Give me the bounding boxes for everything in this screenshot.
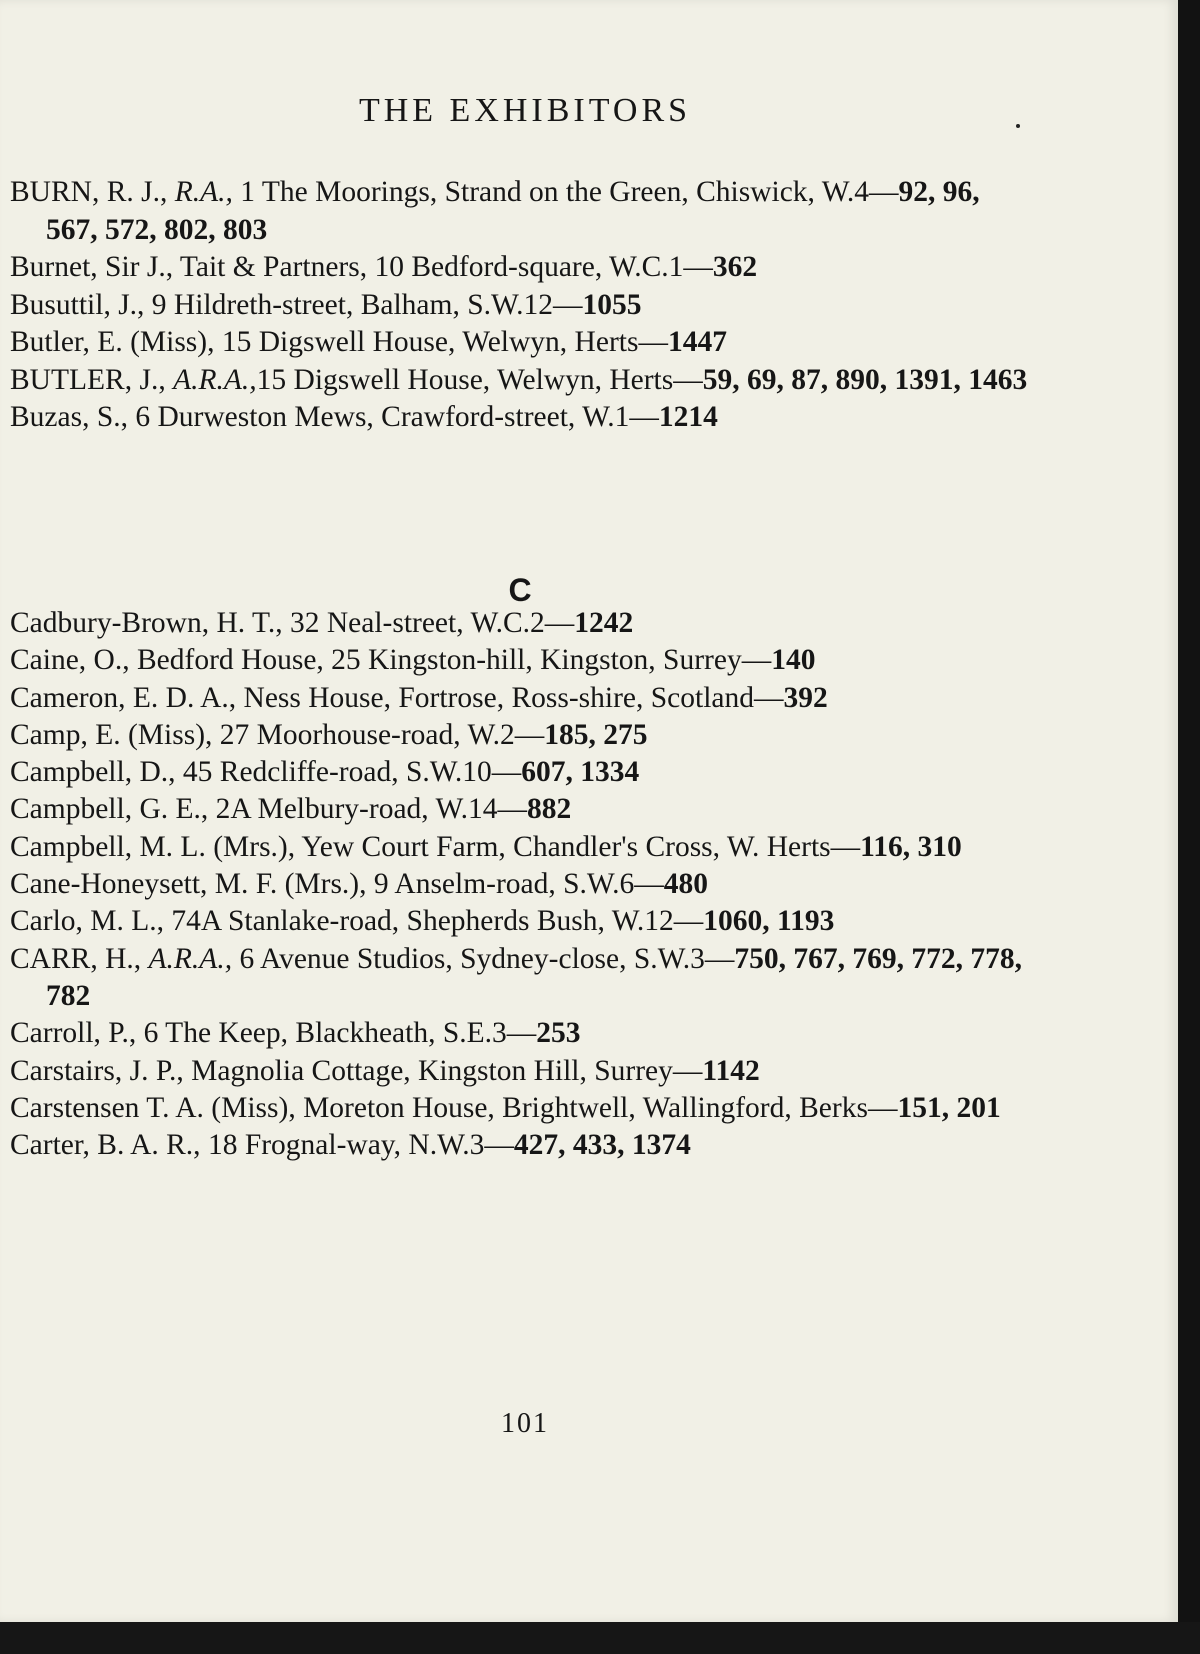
exhibitor-address: 2A Melbury-road, W.14— bbox=[215, 793, 528, 826]
exhibitor-name: Busuttil, J., bbox=[10, 288, 145, 321]
exhibitor-address: 32 Neal-street, W.C.2— bbox=[289, 607, 575, 639]
exhibitor-address: 27 Moorhouse-road, W.2— bbox=[219, 718, 545, 751]
exhibit-numbers: 116, 310 bbox=[860, 830, 962, 863]
exhibitor-name: Carstairs, J. P., bbox=[10, 1054, 184, 1087]
exhibitor-name: Cadbury-Brown, H. T., bbox=[10, 607, 283, 639]
exhibitor-name: Carlo, M. L., bbox=[10, 905, 165, 938]
exhibitor-name: Campbell, M. L. (Mrs.), bbox=[10, 830, 296, 863]
exhibitor-name: Carroll, P., bbox=[10, 1017, 137, 1050]
exhibit-numbers: 1214 bbox=[658, 401, 718, 433]
running-head: THE EXHIBITORS bbox=[358, 92, 692, 129]
page-number: 101 bbox=[501, 1408, 549, 1439]
exhibitor-title: A.R.A., bbox=[148, 942, 233, 975]
exhibitor-address: Magnolia Cottage, Kingston Hill, Surrey— bbox=[191, 1054, 703, 1087]
exhibitor-entry bbox=[10, 174, 1030, 249]
exhibitor-address: 6 Durweston Mews, Crawford-street, W.1— bbox=[135, 401, 659, 433]
exhibitor-address: 45 Redcliffe-road, S.W.10— bbox=[182, 756, 522, 789]
exhibit-numbers: 1060, 1193 bbox=[703, 905, 835, 938]
exhibitor-entry bbox=[10, 642, 1030, 679]
exhibitor-entry bbox=[10, 287, 1030, 325]
exhibitor-entry bbox=[10, 680, 1030, 717]
exhibitor-entry bbox=[10, 399, 1030, 437]
exhibit-numbers: 140 bbox=[771, 644, 816, 677]
exhibitor-name: Caine, O., bbox=[10, 644, 130, 677]
exhibitor-address: Yew Court Farm, Chandler's Cross, W. Herts— bbox=[301, 830, 861, 863]
exhibitor-address: 74A Stanlake-road, Shepherds Bush, W.12— bbox=[171, 905, 704, 938]
exhibit-numbers: 427, 433, 1374 bbox=[513, 1129, 691, 1162]
exhibitor-name: Butler, E. (Miss), bbox=[10, 326, 215, 358]
exhibit-numbers: 362 bbox=[712, 251, 758, 283]
exhibitor-entry bbox=[10, 941, 1030, 1016]
exhibitor-name: Campbell, D., bbox=[10, 756, 176, 789]
exhibitor-address: Bedford House, 25 Kingston-hill, Kingston, Surrey— bbox=[137, 644, 772, 677]
exhibitor-entry bbox=[10, 829, 1030, 866]
exhibitor-name: Cane-Honeysett, M. F. (Mrs.), bbox=[10, 868, 367, 901]
exhibit-numbers: 253 bbox=[536, 1017, 581, 1050]
exhibit-numbers: 151, 201 bbox=[897, 1091, 1001, 1124]
exhibitor-entry bbox=[10, 1090, 1030, 1127]
exhibitor-list-b bbox=[10, 174, 1030, 437]
dark-page-edge bbox=[1178, 0, 1200, 1654]
exhibitor-entry bbox=[10, 1015, 1030, 1052]
exhibitor-entry bbox=[10, 866, 1030, 903]
exhibitor-list-c bbox=[10, 605, 1030, 1164]
exhibitor-address: 15 Digswell House, Welwyn, Herts— bbox=[221, 326, 668, 358]
exhibitor-name: BUTLER, J., bbox=[10, 363, 166, 396]
exhibit-numbers: 92, 96, 567, 572, 802, 803 bbox=[46, 176, 980, 246]
exhibitor-entry bbox=[10, 362, 1030, 400]
exhibitor-entry bbox=[10, 754, 1030, 791]
exhibit-numbers: 607, 1334 bbox=[521, 756, 640, 789]
exhibitor-entry bbox=[10, 791, 1030, 828]
exhibitor-name: CARR, H., bbox=[10, 942, 142, 975]
exhibitor-title: A.R.A., bbox=[173, 363, 257, 396]
exhibitor-address: 6 Avenue Studios, Sydney-close, S.W.3— bbox=[239, 942, 735, 975]
print-speck bbox=[1016, 124, 1020, 128]
exhibitor-name: Buzas, S., bbox=[10, 401, 128, 433]
exhibitor-name: Campbell, G. E., bbox=[10, 793, 209, 826]
exhibitor-name: Camp, E. (Miss), bbox=[10, 718, 213, 751]
exhibitor-entry bbox=[10, 249, 1030, 287]
exhibitor-name: Cameron, E. D. A., bbox=[10, 681, 237, 714]
exhibitor-address: 1 The Moorings, Strand on the Green, Chiswick, W.4— bbox=[240, 176, 899, 208]
exhibitor-entry bbox=[10, 605, 1030, 642]
exhibitor-address: Moreton House, Brightwell, Wallingford, Berks— bbox=[303, 1091, 898, 1124]
exhibit-numbers: 1055 bbox=[582, 288, 642, 321]
exhibit-numbers: 882 bbox=[527, 793, 572, 826]
exhibitor-address: 9 Hildreth-street, Balham, S.W.12— bbox=[151, 288, 583, 321]
exhibitor-entry bbox=[10, 1053, 1030, 1090]
exhibit-numbers: 1447 bbox=[667, 326, 727, 358]
exhibitor-entry bbox=[10, 324, 1030, 362]
exhibitor-address: 9 Anselm-road, S.W.6— bbox=[373, 868, 664, 901]
exhibitor-address: 18 Frognal-way, N.W.3— bbox=[207, 1129, 514, 1162]
exhibitor-address: Ness House, Fortrose, Ross-shire, Scotland— bbox=[243, 681, 784, 714]
exhibit-numbers: 392 bbox=[783, 681, 828, 714]
exhibitor-address: 15 Digswell House, Welwyn, Herts— bbox=[256, 363, 703, 396]
dark-page-bottom bbox=[0, 1622, 1200, 1654]
exhibitor-entry bbox=[10, 717, 1030, 754]
exhibitor-name: Burnet, Sir J., Tait & Partners, bbox=[10, 251, 368, 283]
section-letter-c: C bbox=[508, 572, 532, 608]
exhibitor-entry bbox=[10, 1127, 1030, 1164]
exhibit-numbers: 59, 69, 87, 890, 1391, 1463 bbox=[702, 363, 1028, 396]
exhibitor-entry bbox=[10, 903, 1030, 940]
exhibit-numbers: 480 bbox=[663, 868, 708, 901]
exhibit-numbers: 1142 bbox=[702, 1054, 760, 1087]
exhibitor-address: 10 Bedford-square, W.C.1— bbox=[374, 251, 713, 283]
exhibit-numbers: 750, 767, 769, 772, 778, 782 bbox=[46, 942, 1023, 1012]
exhibitor-title: R.A., bbox=[174, 176, 233, 208]
exhibit-numbers: 1242 bbox=[574, 607, 634, 639]
exhibitor-name: Carstensen T. A. (Miss), bbox=[10, 1091, 296, 1124]
exhibitor-name: BURN, R. J., bbox=[10, 176, 168, 208]
exhibitor-address: 6 The Keep, Blackheath, S.E.3— bbox=[143, 1017, 537, 1050]
exhibit-numbers: 185, 275 bbox=[544, 718, 648, 751]
exhibitor-name: Carter, B. A. R., bbox=[10, 1129, 201, 1162]
